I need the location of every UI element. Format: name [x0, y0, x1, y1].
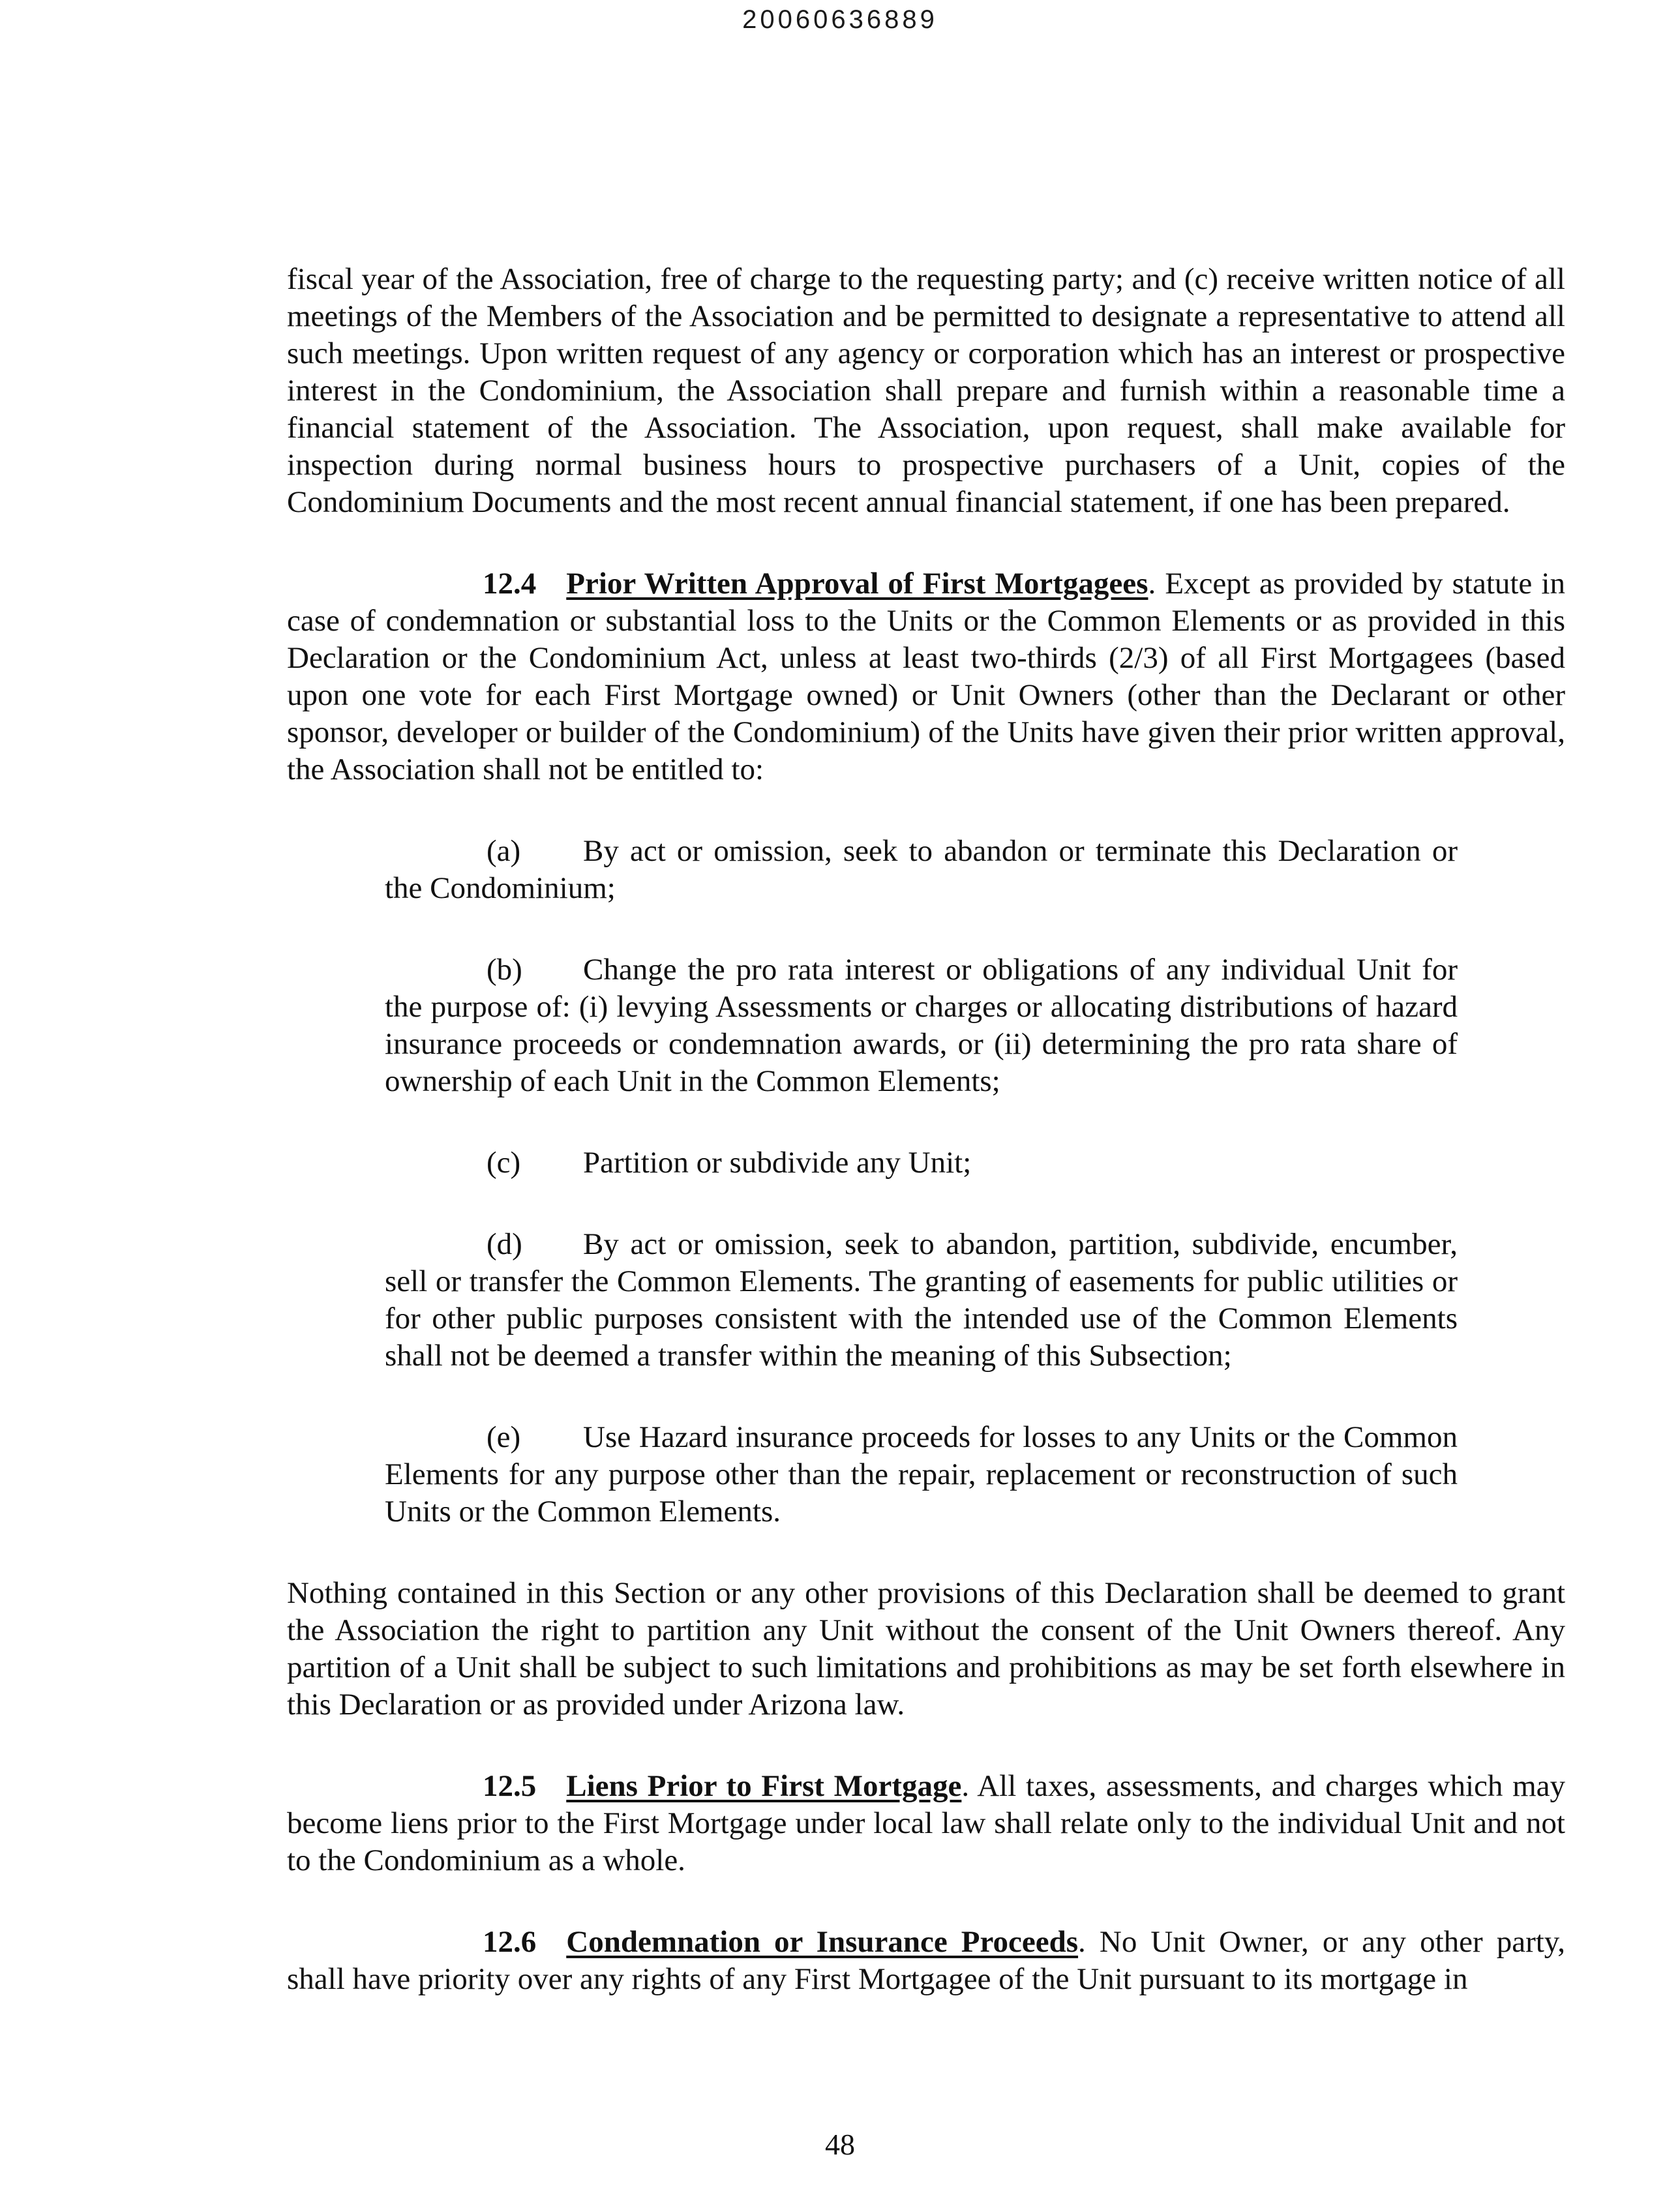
- list-item-text: By act or omission, seek to abandon, partition, subdivide, encumber, sell or transfer the Common Elements. The granting of easements for public utilities or for other public purposes consistent with the intended use of the Common Elements shall not be deemed a transfer within the meaning of this Subsection;: [385, 1227, 1458, 1373]
- list-item: [385, 1144, 1458, 1182]
- section-title: Prior Written Approval of First Mortgagees: [566, 567, 1148, 601]
- list-item-letter: (c): [487, 1146, 521, 1180]
- list-item: [385, 833, 1458, 907]
- section-12-4: [287, 565, 1565, 788]
- list-item: [385, 951, 1458, 1100]
- section-text: . Except as provided by statute in case of condemnation or substantial loss to the Units or the Common Elements or as provided in this Declaration or the Condominium Act, unless at least two-thirds (2/3) of all First Mortgagees (based upon one vote for each First Mortgage owned) or Unit Owners (other than the Declarant or other sponsor, developer or builder of the Condominium) of the Units have given their prior written approval, the Association shall not be entitled to:: [287, 567, 1565, 786]
- nothing-contained-paragraph: Nothing contained in this Section or any other provisions of this Declaration shall be deemed to grant the Association the right to partition any Unit without the consent of the Unit Owners thereof. Any partition of a Unit shall be subject to such limitations and prohibitions as may be set forth elsewhere in this Declaration or as provided under Arizona law.: [287, 1576, 1565, 1722]
- page-number: 48: [825, 2128, 855, 2161]
- list-item-text: Change the pro rata interest or obligations of any individual Unit for the purpose of: (i) levying Assessments or charges or allocating distributions of hazard insurance proceeds or condemnation awards, or (ii) determining the pro rata share of ownership of each Unit in the Common Elements;: [385, 953, 1458, 1098]
- section-12-5: [287, 1768, 1565, 1879]
- list-item: [385, 1226, 1458, 1375]
- list-item-letter: (e): [487, 1420, 521, 1454]
- section-title: Liens Prior to First Mortgage: [566, 1769, 962, 1803]
- section-text: . No Unit Owner, or any other party, shall have priority over any rights of any First Mortgagee of the Unit pursuant to its mortgage in: [287, 1925, 1565, 1996]
- page-body: [287, 261, 1565, 2042]
- list-item-text: By act or omission, seek to abandon or terminate this Declaration or the Condominium;: [385, 834, 1458, 905]
- section-number: 12.6: [483, 1925, 537, 1959]
- section-text: . All taxes, assessments, and charges which may become liens prior to the First Mortgage under local law shall relate only to the individual Unit and not to the Condominium as a whole.: [287, 1769, 1565, 1877]
- list-item-letter: (b): [487, 953, 522, 987]
- list-item-letter: (a): [487, 834, 521, 868]
- list-item: [385, 1419, 1458, 1530]
- list-item-text: Partition or subdivide any Unit;: [583, 1146, 972, 1180]
- approval-list: [385, 833, 1458, 1530]
- section-title: Condemnation or Insurance Proceeds: [566, 1925, 1079, 1959]
- list-item-letter: (d): [487, 1227, 522, 1261]
- document-number: 20060636889: [742, 5, 938, 34]
- list-item-text: Use Hazard insurance proceeds for losses to any Units or the Common Elements for any purpose other than the repair, replacement or reconstruction of such Units or the Common Elements.: [385, 1420, 1458, 1528]
- section-number: 12.4: [483, 567, 537, 601]
- section-number: 12.5: [483, 1769, 537, 1803]
- intro-paragraph: fiscal year of the Association, free of charge to the requesting party; and (c) receive written notice of all meetings of the Members of the Association and be permitted to designate a representative to attend all such meetings. Upon written request of any agency or corporation which has an interest or prospective interest in the Condominium, the Association shall prepare and furnish within a reasonable time a financial statement of the Association. The Association, upon request, shall make available for inspection during normal business hours to prospective purchasers of a Unit, copies of the Condominium Documents and the most recent annual financial statement, if one has been prepared.: [287, 262, 1565, 519]
- section-12-6: [287, 1924, 1565, 1998]
